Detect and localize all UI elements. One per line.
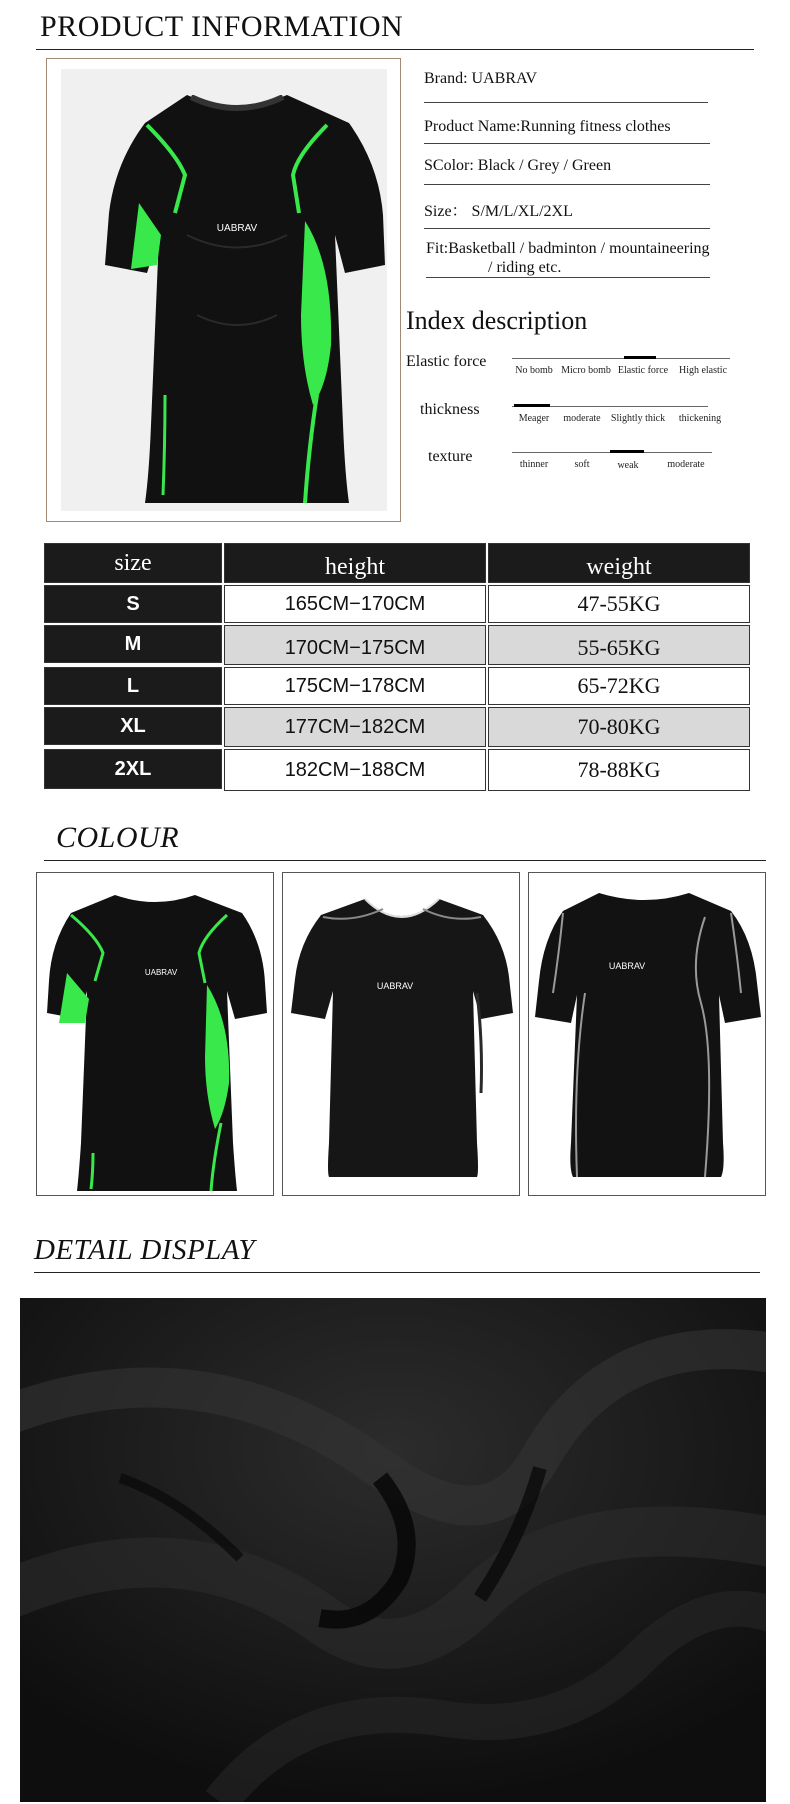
size-text: Size： S/M/L/XL/2XL: [424, 203, 573, 220]
size-cell: S: [44, 585, 222, 623]
index-option: weak: [617, 460, 639, 471]
weight-cell: 65-72KG: [488, 667, 750, 705]
index-option: No bomb: [515, 365, 553, 376]
index-marker-thickness: [514, 404, 550, 407]
index-option: High elastic: [678, 365, 728, 376]
header-size: size: [44, 543, 222, 583]
index-option: thickening: [678, 413, 722, 424]
index-option: moderate: [563, 413, 601, 424]
shirt-logo-text: UABRAV: [376, 981, 414, 991]
fit-text-line1: Fit:Basketball / badminton / mountaineering: [426, 240, 710, 257]
product-information-title: PRODUCT INFORMATION: [40, 10, 404, 43]
shirt-dark-thumb: [529, 873, 765, 1195]
weight-cell: 55-65KG: [488, 625, 750, 665]
detail-rule: [34, 1272, 760, 1273]
index-option: soft: [574, 459, 590, 470]
index-label-texture: texture: [428, 448, 473, 465]
index-option: Slightly thick: [610, 413, 666, 424]
product-photo: [46, 58, 401, 522]
colour-title: COLOUR: [56, 821, 180, 854]
index-label-elastic: Elastic force: [406, 353, 487, 370]
size-cell: 2XL: [44, 749, 222, 789]
shirt-grey-thumb: [283, 873, 519, 1195]
index-option: moderate: [667, 459, 705, 470]
index-description-title: Index description: [406, 306, 588, 335]
size-cell: M: [44, 625, 222, 663]
index-scale-elastic: [512, 358, 730, 359]
index-label-thickness: thickness: [420, 401, 480, 418]
size-cell: XL: [44, 707, 222, 745]
height-cell: 182CM−188CM: [224, 749, 486, 791]
height-cell: 165CM−170CM: [224, 585, 486, 623]
shirt-logo-text: UABRAV: [144, 968, 178, 977]
weight-cell: 70-80KG: [488, 707, 750, 747]
index-marker-elastic: [624, 356, 656, 359]
colour-variant-dark[interactable]: [528, 872, 766, 1196]
height-cell: 170CM−175CM: [224, 625, 486, 665]
header-height: height: [224, 543, 486, 583]
index-option: Micro bomb: [561, 365, 611, 376]
height-cell: 175CM−178CM: [224, 667, 486, 705]
brand-rule: [424, 102, 708, 103]
height-cell: 177CM−182CM: [224, 707, 486, 747]
colour-variant-grey[interactable]: [282, 872, 520, 1196]
header-weight: weight: [488, 543, 750, 583]
brand-text: Brand: UABRAV: [424, 70, 538, 87]
product-name-text: Product Name:Running fitness clothes: [424, 118, 671, 135]
color-text: SColor: Black / Grey / Green: [424, 157, 612, 174]
index-option: thinner: [519, 459, 549, 470]
weight-cell: 47-55KG: [488, 585, 750, 623]
fit-text-line2: / riding etc.: [488, 259, 562, 276]
shirt-logo-text: UABRAV: [216, 223, 258, 234]
product-name-rule: [424, 143, 710, 144]
size-cell: L: [44, 667, 222, 705]
fit-rule: [426, 277, 710, 278]
index-option: Meager: [518, 413, 550, 424]
colour-rule: [44, 860, 766, 861]
fabric-detail-image: [20, 1298, 766, 1802]
index-option: Elastic force: [617, 365, 669, 376]
shirt-logo-text: UABRAV: [608, 961, 646, 971]
shirt-green-image: [87, 95, 387, 505]
shirt-green-thumb: [37, 873, 273, 1195]
detail-display-title: DETAIL DISPLAY: [34, 1234, 256, 1266]
index-marker-texture: [610, 450, 644, 453]
size-rule: [424, 228, 710, 229]
weight-cell: 78-88KG: [488, 749, 750, 791]
color-rule: [424, 184, 710, 185]
title-rule: [36, 49, 754, 50]
colour-variant-green[interactable]: [36, 872, 274, 1196]
